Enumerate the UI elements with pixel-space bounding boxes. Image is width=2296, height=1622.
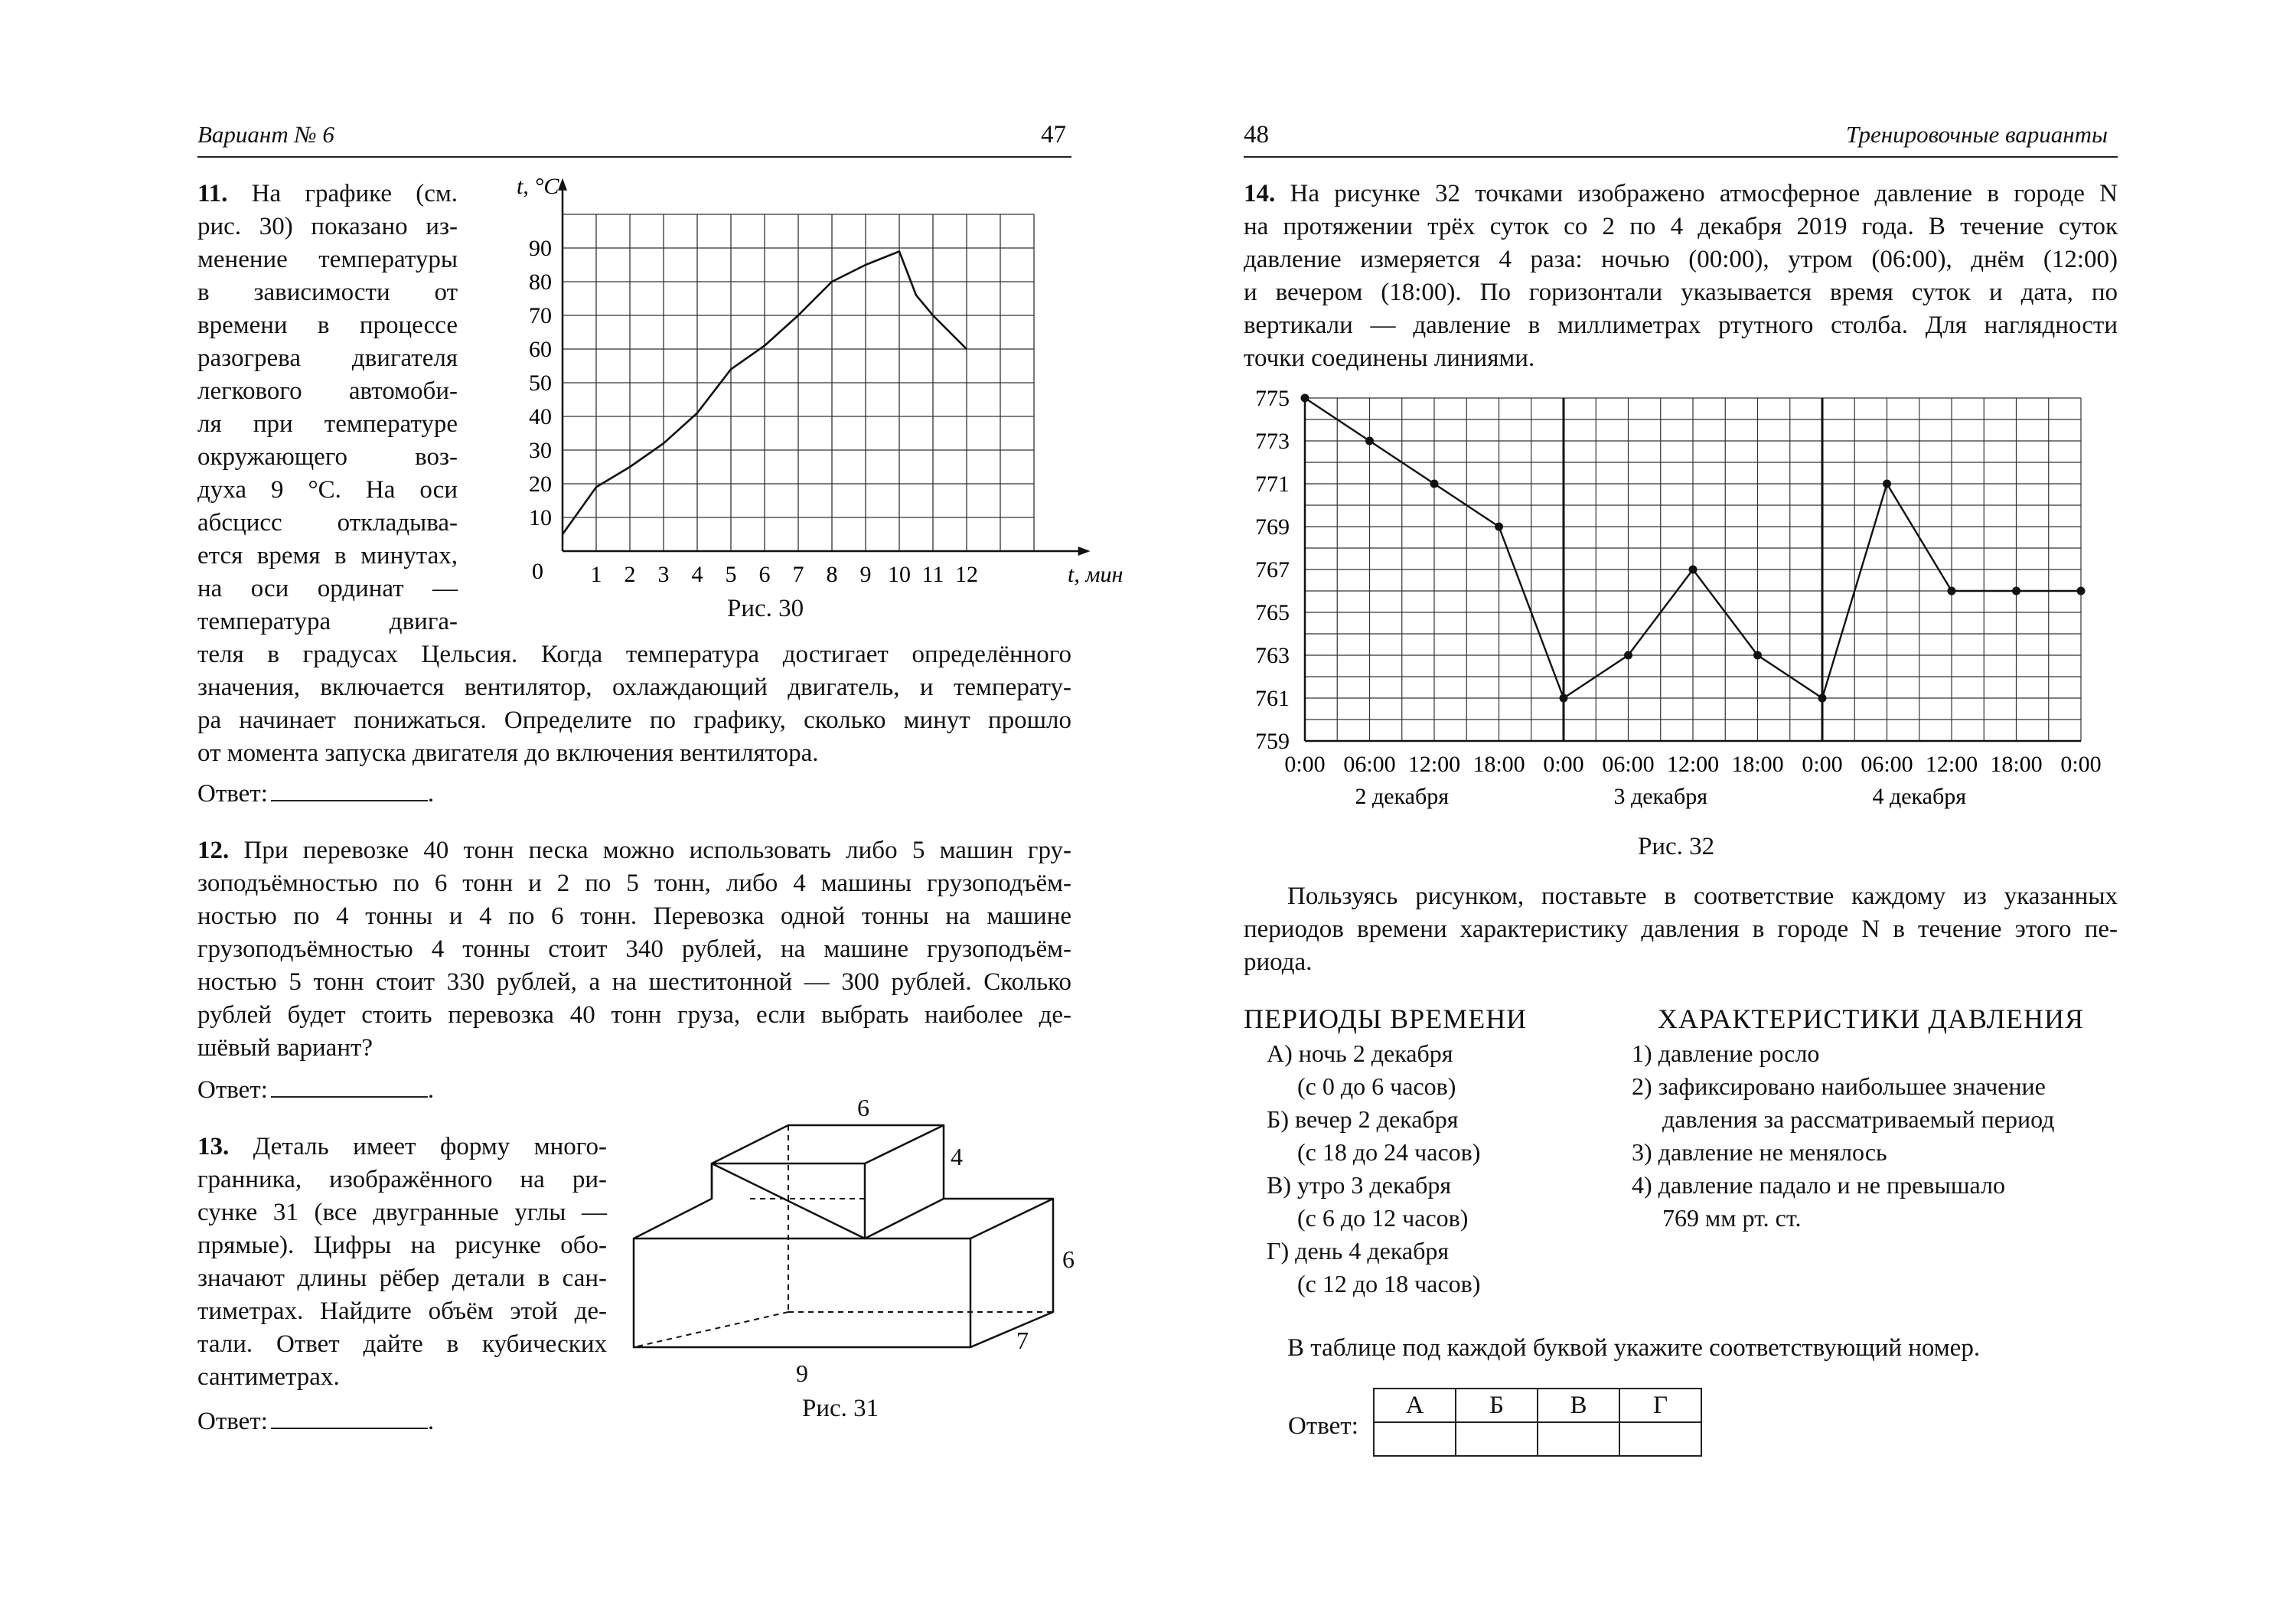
task12-line: рублей будет стоить перевозка 40 тонн груза, если выбрать наиболее де- bbox=[197, 1001, 1071, 1029]
period-range: (с 12 до 18 часов) bbox=[1297, 1270, 1481, 1297]
x-tick-label: 06:00 bbox=[1602, 752, 1655, 777]
task14-line: вертикали — давление в миллиметрах ртутного столба. Для наглядности bbox=[1244, 312, 2118, 339]
dim-right-height: 6 bbox=[1062, 1245, 1075, 1273]
x-tick-label: 9 bbox=[859, 562, 872, 587]
figure-31-caption: Рис. 31 bbox=[802, 1395, 879, 1422]
characteristic-item: 3) давление не менялось bbox=[1632, 1138, 1887, 1166]
lower-front-face bbox=[634, 1239, 970, 1347]
task11-answer: Ответ: . bbox=[197, 777, 434, 808]
answer-blank[interactable] bbox=[271, 1405, 428, 1429]
answer-table-letter: Б bbox=[1456, 1389, 1538, 1422]
task-number: 14. bbox=[1244, 180, 1276, 207]
x-tick-label: 4 bbox=[691, 562, 703, 587]
x-tick-label: 1 bbox=[590, 562, 602, 587]
y-tick-label: 769 bbox=[1255, 514, 1290, 540]
date-label: 2 декабря bbox=[1355, 784, 1450, 809]
answer-table-input-row bbox=[1374, 1422, 1701, 1456]
task12-line: грузоподъёмностью 4 тонны стоит 340 рублей, на машине грузоподъём- bbox=[197, 935, 1071, 963]
characteristic-item: 1) давление росло bbox=[1632, 1039, 1820, 1067]
task14-line: 14. На рисунке 32 точками изображено атмосферное давление в городе N bbox=[1244, 180, 2118, 207]
characteristic-item: 2) зафиксировано наибольшее значение bbox=[1632, 1072, 2046, 1100]
characteristic-continuation: давления за рассматриваемый период bbox=[1662, 1105, 2055, 1133]
data-point bbox=[1365, 437, 1374, 445]
task12-line: шёвый вариант? bbox=[197, 1034, 373, 1062]
task11-line: ля при температуре bbox=[197, 410, 458, 438]
task13-line: тали. Ответ дайте в кубических bbox=[197, 1330, 607, 1358]
period-range: (с 6 до 12 часов) bbox=[1297, 1204, 1469, 1232]
task11-line: абсцисс откладыва- bbox=[197, 509, 458, 537]
task13-text bbox=[197, 1131, 607, 1394]
data-point bbox=[1495, 523, 1503, 531]
task12-line: 12. При перевозке 40 тонн песка можно использовать либо 5 машин гру- bbox=[197, 837, 1071, 864]
hidden-edges bbox=[634, 1125, 1053, 1347]
period-item: А) ночь 2 декабря bbox=[1267, 1039, 1453, 1067]
task11-line: температура двига- bbox=[197, 608, 458, 635]
running-header: Вариант № 6 bbox=[197, 121, 334, 148]
task13-line: 13. Деталь имеет форму много- bbox=[197, 1133, 608, 1160]
x-tick-label: 6 bbox=[758, 562, 771, 587]
x-tick-label: 0:00 bbox=[1543, 752, 1584, 777]
lower-top-left bbox=[634, 1163, 712, 1239]
task11-line: значения, включается вентилятор, охлаждающий двигатель, и температу- bbox=[197, 674, 1071, 701]
table-instruction: В таблице под каждой буквой укажите соответствующий номер. bbox=[1287, 1334, 1981, 1362]
periods-list bbox=[1267, 1037, 1480, 1301]
task11-line: от момента запуска двигателя до включения вентилятора. bbox=[197, 739, 819, 767]
x-tick-label: 0:00 bbox=[1802, 752, 1843, 777]
y-tick-label: 60 bbox=[529, 337, 552, 362]
task13-answer: Ответ: . bbox=[197, 1405, 434, 1436]
right-page bbox=[1148, 0, 2296, 1622]
periods-title: ПЕРИОДЫ ВРЕМЕНИ bbox=[1244, 1004, 1528, 1034]
x-tick-label: 11 bbox=[921, 562, 944, 587]
period-range: (с 18 до 24 часов) bbox=[1297, 1138, 1481, 1166]
answer-cell[interactable] bbox=[1538, 1422, 1619, 1456]
x-tick-label: 8 bbox=[826, 562, 838, 587]
y-tick-label: 761 bbox=[1255, 686, 1290, 711]
task14-answer-label: Ответ: bbox=[1288, 1412, 1358, 1440]
answer-table-header-row bbox=[1374, 1389, 1701, 1422]
task14-line: на протяжении трёх суток со 2 по 4 декабря 2019 года. В течение суток bbox=[1244, 213, 2118, 240]
page-number: 47 bbox=[1041, 121, 1066, 148]
task13-line: сунке 31 (все двугранные углы — bbox=[197, 1199, 607, 1226]
task12-line: ностью 5 тонн стоит 330 рублей, а на шеститонной — 300 рублей. Сколько bbox=[197, 968, 1071, 996]
data-point bbox=[1818, 694, 1827, 703]
y-tick-label: 70 bbox=[529, 303, 552, 328]
data-point bbox=[2077, 587, 2086, 596]
dim-step-height: 4 bbox=[951, 1143, 963, 1170]
figure-32-caption: Рис. 32 bbox=[1638, 833, 1715, 860]
task11-line: духа 9 °С. На оси bbox=[197, 476, 458, 504]
characteristics-list bbox=[1632, 1037, 2054, 1235]
x-tick-label: 18:00 bbox=[1990, 752, 2043, 777]
task14-line: точки соединены линиями. bbox=[1244, 344, 1535, 372]
task14-instruction: Пользуясь рисунком, поставьте в соответствие каждому из указанных периодов времени характеристику давления в городе N в течение этого пе- риода. bbox=[1244, 883, 2118, 976]
data-point bbox=[1689, 566, 1698, 574]
y-tick-label: 775 bbox=[1255, 386, 1290, 411]
figure-30-caption: Рис. 30 bbox=[727, 595, 804, 622]
answer-table-letter: В bbox=[1538, 1389, 1619, 1422]
period-range: (с 0 до 6 часов) bbox=[1297, 1072, 1456, 1100]
y-tick-label: 767 bbox=[1255, 557, 1290, 583]
date-label: 3 декабря bbox=[1613, 784, 1708, 809]
y-tick-label: 763 bbox=[1255, 643, 1290, 668]
task13-line: сантиметрах. bbox=[197, 1363, 340, 1391]
characteristic-item: 4) давление падало и не превышало bbox=[1632, 1171, 2005, 1199]
answer-cell[interactable] bbox=[1619, 1422, 1701, 1456]
x-tick-label: 7 bbox=[792, 562, 804, 587]
y-tick-label: 50 bbox=[529, 370, 552, 396]
data-point bbox=[2012, 587, 2020, 596]
data-point bbox=[1430, 480, 1439, 488]
x-tick-label: 12:00 bbox=[1666, 752, 1720, 777]
figure-30-temperature-chart bbox=[475, 173, 1124, 635]
answer-table-letter: Г bbox=[1619, 1389, 1701, 1422]
data-point bbox=[1624, 651, 1632, 660]
x-tick-label: 0:00 bbox=[2060, 752, 2102, 777]
task13-line: тиметрах. Найдите объём этой де- bbox=[197, 1297, 607, 1325]
x-axis-arrow bbox=[1078, 547, 1091, 556]
x-tick-label: 18:00 bbox=[1731, 752, 1784, 777]
y-tick-label: 80 bbox=[529, 269, 552, 295]
x-tick-label: 06:00 bbox=[1861, 752, 1913, 777]
answer-blank[interactable] bbox=[271, 1073, 428, 1098]
task11-line: ется время в минутах, bbox=[197, 542, 458, 569]
figure-32-pressure-chart bbox=[1236, 375, 2154, 834]
task14-line: и вечером (18:00). По горизонтали указывается время суток и дата, по bbox=[1244, 279, 2118, 306]
x-tick-label: 10 bbox=[888, 562, 911, 587]
task13-line: значают длины рёбер детали в сан- bbox=[197, 1265, 607, 1292]
task-number: 11. bbox=[197, 180, 228, 207]
task12-answer: Ответ: . bbox=[197, 1073, 434, 1105]
task12-line: зоподъёмностью по 6 тонн и 2 по 5 тонн, либо 4 машины грузоподъём- bbox=[197, 870, 1071, 897]
page-number: 48 bbox=[1244, 121, 1269, 148]
y-axis-label: t, °С bbox=[517, 173, 559, 199]
task14-text bbox=[1244, 178, 2118, 375]
task-number: 12. bbox=[197, 837, 230, 864]
y-axis-arrow bbox=[558, 178, 567, 191]
period-item: В) утро 3 декабря bbox=[1267, 1171, 1452, 1199]
answer-cell[interactable] bbox=[1374, 1422, 1456, 1456]
task11-line: времени в процессе bbox=[197, 312, 458, 339]
x-tick-label: 2 bbox=[624, 562, 636, 587]
header-rule bbox=[1244, 156, 2118, 158]
origin-label: 0 bbox=[532, 559, 543, 584]
data-point bbox=[1948, 587, 1956, 596]
y-tick-label: 20 bbox=[529, 472, 552, 497]
dim-depth: 7 bbox=[1016, 1327, 1029, 1354]
x-tick-label: 5 bbox=[725, 562, 737, 587]
task11-line: ра начинает понижаться. Определите по графику, сколько минут прошло bbox=[197, 707, 1071, 734]
date-label: 4 декабря bbox=[1872, 784, 1967, 809]
task11-line: теля в градусах Цельсия. Когда температура достигает определённого bbox=[197, 641, 1071, 668]
y-tick-label: 40 bbox=[529, 404, 552, 429]
task11-line: рис. 30) показано из- bbox=[197, 213, 458, 240]
header-rule bbox=[197, 156, 1071, 158]
figure-31-polyhedron bbox=[628, 1095, 1087, 1416]
task11-line: легкового автомоби- bbox=[197, 377, 458, 405]
y-tick-label: 10 bbox=[529, 505, 552, 530]
data-point bbox=[1560, 694, 1568, 703]
y-tick-label: 30 bbox=[529, 438, 552, 463]
task11-line: в зависимости от bbox=[197, 279, 458, 306]
answer-cell[interactable] bbox=[1456, 1422, 1538, 1456]
dim-top-width: 6 bbox=[857, 1094, 869, 1121]
x-tick-label: 12:00 bbox=[1925, 752, 1978, 777]
y-tick-label: 759 bbox=[1255, 729, 1290, 754]
answer-table bbox=[1373, 1388, 1702, 1457]
period-item: Г) день 4 декабря bbox=[1267, 1237, 1450, 1265]
task12-line: ностью по 4 тонны и 4 по 6 тонн. Перевозка одной тонны на машине bbox=[197, 902, 1071, 930]
y-tick-label: 765 bbox=[1255, 600, 1290, 625]
x-tick-label: 12:00 bbox=[1407, 752, 1461, 777]
x-tick-label: 0:00 bbox=[1284, 752, 1326, 777]
running-header: Тренировочные варианты bbox=[1846, 121, 2108, 148]
task11-text-narrow bbox=[197, 178, 458, 638]
y-tick-label: 773 bbox=[1255, 429, 1290, 454]
x-tick-label: 06:00 bbox=[1343, 752, 1396, 777]
x-tick-label: 3 bbox=[657, 562, 670, 587]
answer-table-letter: А bbox=[1374, 1389, 1456, 1422]
y-tick-label: 771 bbox=[1255, 472, 1290, 497]
upper-top-face bbox=[712, 1125, 944, 1163]
task11-line: 11. На графике (см. bbox=[197, 180, 458, 207]
period-item: Б) вечер 2 декабря bbox=[1267, 1105, 1459, 1133]
dim-base-length: 9 bbox=[796, 1359, 808, 1387]
task11-text-wide bbox=[197, 638, 1071, 770]
characteristics-title: ХАРАКТЕРИСТИКИ ДАВЛЕНИЯ bbox=[1658, 1004, 2085, 1034]
task12-text bbox=[197, 834, 1071, 1065]
task14-line: давление измеряется 4 раза: ночью (00:00), утром (06:00), днём (12:00) bbox=[1244, 246, 2118, 273]
data-point bbox=[1753, 651, 1762, 660]
lower-right-face bbox=[970, 1199, 1053, 1347]
task11-line: разогрева двигателя bbox=[197, 344, 458, 372]
task-number: 13. bbox=[197, 1133, 230, 1160]
characteristic-continuation: 769 мм рт. ст. bbox=[1662, 1204, 1802, 1232]
data-point bbox=[1883, 480, 1891, 488]
lower-top-right bbox=[865, 1199, 1053, 1239]
task11-line: менение температуры bbox=[197, 246, 458, 273]
task11-line: окружающего воз- bbox=[197, 443, 458, 471]
x-axis-label: t, мин bbox=[1068, 562, 1124, 587]
x-tick-label: 12 bbox=[955, 562, 978, 587]
y-tick-label: 90 bbox=[529, 236, 552, 261]
data-point bbox=[1301, 394, 1309, 403]
x-tick-label: 18:00 bbox=[1473, 752, 1525, 777]
answer-blank[interactable] bbox=[271, 777, 428, 801]
task13-line: гранника, изображённого на ри- bbox=[197, 1166, 607, 1193]
task13-line: прямые). Цифры на рисунке обо- bbox=[197, 1232, 607, 1259]
task11-line: на оси ординат — bbox=[197, 575, 458, 602]
